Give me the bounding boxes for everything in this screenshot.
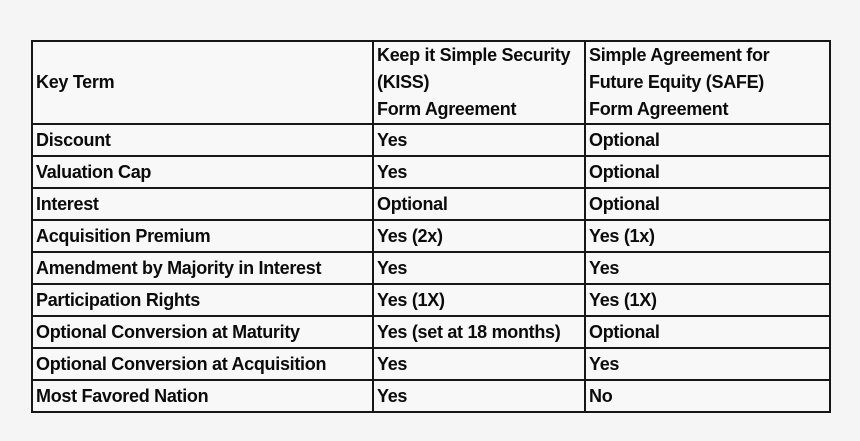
header-row (32, 41, 830, 124)
cell-term: Optional Conversion at Acquisition (32, 348, 373, 380)
header-kiss-line-3: Form Agreement (377, 99, 517, 119)
table-row-interest (32, 188, 830, 220)
cell-term: Discount (32, 124, 373, 156)
table-row-most-favored-nation (32, 380, 830, 412)
cell-kiss-value: Yes (1X) (373, 284, 585, 316)
cell-kiss-value: Yes (373, 124, 585, 156)
cell-safe-value: Yes (1x) (585, 220, 830, 252)
cell-term: Amendment by Majority in Interest (32, 252, 373, 284)
header-kiss-line-1: Keep it Simple Security (377, 45, 571, 65)
cell-kiss-value: Yes (373, 156, 585, 188)
header-kiss-line-2: (KISS) (377, 72, 430, 92)
header-safe (585, 41, 830, 124)
header-key-term-label: Key Term (36, 72, 115, 92)
header-safe-line-2: Future Equity (SAFE) (589, 72, 764, 92)
cell-term: Acquisition Premium (32, 220, 373, 252)
table-row-optional-conversion-acquisition (32, 348, 830, 380)
header-kiss (373, 41, 585, 124)
table-row-discount (32, 124, 830, 156)
cell-term: Valuation Cap (32, 156, 373, 188)
cell-safe-value: Yes (585, 252, 830, 284)
cell-term: Interest (32, 188, 373, 220)
cell-kiss-value: Yes (373, 380, 585, 412)
table-row-participation-rights (32, 284, 830, 316)
cell-kiss-value: Yes (373, 252, 585, 284)
header-key-term (32, 41, 373, 124)
cell-safe-value: Optional (585, 124, 830, 156)
cell-safe-value: Yes (1X) (585, 284, 830, 316)
cell-kiss-value: Yes (2x) (373, 220, 585, 252)
comparison-table (31, 40, 831, 413)
cell-kiss-value: Optional (373, 188, 585, 220)
cell-safe-value: Yes (585, 348, 830, 380)
cell-safe-value: Optional (585, 156, 830, 188)
cell-term: Participation Rights (32, 284, 373, 316)
header-safe-line-3: Form Agreement (589, 99, 729, 119)
table-row-optional-conversion-maturity (32, 316, 830, 348)
header-safe-line-1: Simple Agreement for (589, 45, 770, 65)
cell-safe-value: No (585, 380, 830, 412)
cell-safe-value: Optional (585, 188, 830, 220)
cell-term: Most Favored Nation (32, 380, 373, 412)
cell-term: Optional Conversion at Maturity (32, 316, 373, 348)
cell-kiss-value: Yes (set at 18 months) (373, 316, 585, 348)
cell-kiss-value: Yes (373, 348, 585, 380)
table-row-valuation-cap (32, 156, 830, 188)
table-row-amendment-by-majority (32, 252, 830, 284)
table-row-acquisition-premium (32, 220, 830, 252)
cell-safe-value: Optional (585, 316, 830, 348)
